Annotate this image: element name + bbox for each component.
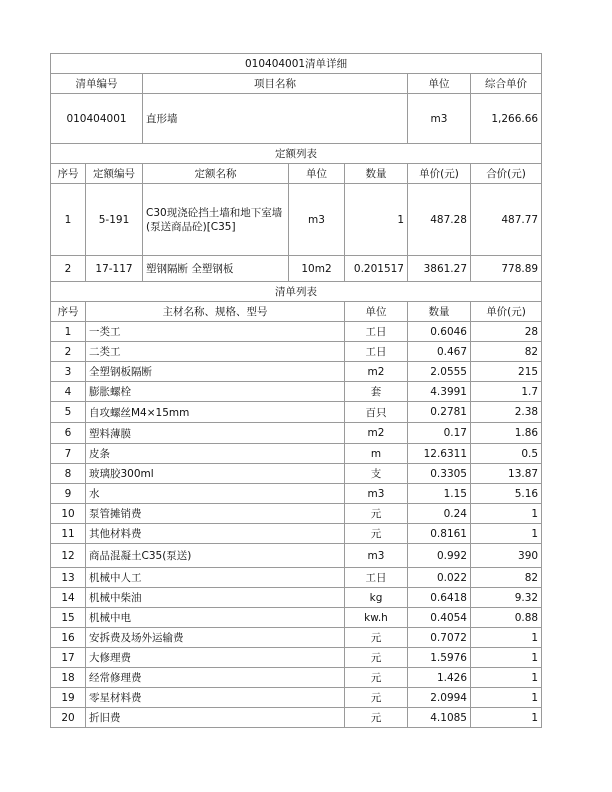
quota-header-cell: 单价(元): [408, 164, 471, 184]
material-name: 二类工: [86, 342, 345, 362]
material-no: 12: [51, 544, 86, 568]
quota-code: 17-117: [86, 256, 143, 282]
quota-price: 3861.27: [408, 256, 471, 282]
material-header-row: [51, 302, 542, 322]
quota-name: C30现浇砼挡土墙和地下室墙(泵送商品砼)[C35]: [143, 184, 289, 256]
material-qty: 2.0555: [408, 362, 471, 382]
material-no: 8: [51, 464, 86, 484]
material-name: 水: [86, 484, 345, 504]
material-row: [51, 588, 542, 608]
material-unit: 工日: [345, 568, 408, 588]
item-name: 直形墙: [143, 94, 408, 144]
material-header-cell: 主材名称、规格、型号: [86, 302, 345, 322]
material-row: [51, 484, 542, 504]
material-unit: 元: [345, 504, 408, 524]
material-price: 1: [471, 504, 542, 524]
material-no: 20: [51, 708, 86, 728]
material-no: 4: [51, 382, 86, 402]
material-name: 膨胀螺栓: [86, 382, 345, 402]
material-row: [51, 688, 542, 708]
material-price: 1: [471, 668, 542, 688]
quota-row: [51, 256, 542, 282]
header-name: 项目名称: [143, 74, 408, 94]
item-price: 1,266.66: [471, 94, 542, 144]
material-name: 零星材料费: [86, 688, 345, 708]
material-qty: 1.5976: [408, 648, 471, 668]
material-unit: 元: [345, 708, 408, 728]
material-name: 玻璃胶300ml: [86, 464, 345, 484]
material-name: 塑料薄膜: [86, 423, 345, 444]
material-no: 1: [51, 322, 86, 342]
quota-row: [51, 184, 542, 256]
material-price: 13.87: [471, 464, 542, 484]
quota-header-row: [51, 164, 542, 184]
material-no: 6: [51, 423, 86, 444]
quota-name: 塑钢隔断 全塑钢板: [143, 256, 289, 282]
material-qty: 0.022: [408, 568, 471, 588]
quota-qty: 1: [345, 184, 408, 256]
table-title: 010404001清单详细: [51, 54, 542, 74]
material-price: 390: [471, 544, 542, 568]
material-unit: 百只: [345, 402, 408, 423]
material-no: 3: [51, 362, 86, 382]
material-price: 0.5: [471, 444, 542, 464]
material-name: 机械中柴油: [86, 588, 345, 608]
material-name: 皮条: [86, 444, 345, 464]
material-name: 经常修理费: [86, 668, 345, 688]
material-qty: 0.2781: [408, 402, 471, 423]
material-qty: 4.1085: [408, 708, 471, 728]
material-name: 大修理费: [86, 648, 345, 668]
material-unit: 元: [345, 524, 408, 544]
material-no: 5: [51, 402, 86, 423]
material-name: 折旧费: [86, 708, 345, 728]
material-qty: 12.6311: [408, 444, 471, 464]
material-unit: m: [345, 444, 408, 464]
material-row: [51, 322, 542, 342]
material-no: 19: [51, 688, 86, 708]
material-unit: 工日: [345, 322, 408, 342]
material-no: 11: [51, 524, 86, 544]
quota-unit: 10m2: [289, 256, 345, 282]
material-qty: 0.24: [408, 504, 471, 524]
material-qty: 0.992: [408, 544, 471, 568]
material-qty: 4.3991: [408, 382, 471, 402]
material-qty: 0.6046: [408, 322, 471, 342]
material-price: 1.86: [471, 423, 542, 444]
material-no: 7: [51, 444, 86, 464]
material-qty: 0.17: [408, 423, 471, 444]
material-qty: 0.6418: [408, 588, 471, 608]
material-header-cell: 单价(元): [471, 302, 542, 322]
material-price: 1: [471, 648, 542, 668]
material-price: 9.32: [471, 588, 542, 608]
material-no: 18: [51, 668, 86, 688]
material-row: [51, 504, 542, 524]
header-unit: 单位: [408, 74, 471, 94]
material-name: 全塑钢板隔断: [86, 362, 345, 382]
material-qty: 0.467: [408, 342, 471, 362]
material-unit: kw.h: [345, 608, 408, 628]
material-header-cell: 单位: [345, 302, 408, 322]
item-unit: m3: [408, 94, 471, 144]
material-qty: 1.426: [408, 668, 471, 688]
material-section-title: 清单列表: [51, 282, 542, 302]
material-price: 0.88: [471, 608, 542, 628]
material-qty: 0.7072: [408, 628, 471, 648]
quota-header-cell: 定额编号: [86, 164, 143, 184]
material-price: 28: [471, 322, 542, 342]
material-price: 2.38: [471, 402, 542, 423]
material-name: 其他材料费: [86, 524, 345, 544]
material-unit: 套: [345, 382, 408, 402]
material-row: [51, 382, 542, 402]
quota-header-cell: 数量: [345, 164, 408, 184]
material-price: 1: [471, 524, 542, 544]
quota-header-cell: 序号: [51, 164, 86, 184]
material-qty: 0.3305: [408, 464, 471, 484]
material-unit: 工日: [345, 342, 408, 362]
material-price: 1: [471, 708, 542, 728]
material-unit: 元: [345, 628, 408, 648]
quota-section-title: 定额列表: [51, 144, 542, 164]
material-price: 1.7: [471, 382, 542, 402]
material-row: [51, 668, 542, 688]
material-unit: m2: [345, 362, 408, 382]
material-row: [51, 568, 542, 588]
material-name: 机械中电: [86, 608, 345, 628]
quota-no: 1: [51, 184, 86, 256]
material-no: 9: [51, 484, 86, 504]
quota-no: 2: [51, 256, 86, 282]
material-no: 15: [51, 608, 86, 628]
material-unit: 元: [345, 648, 408, 668]
material-unit: 元: [345, 668, 408, 688]
material-header-cell: 数量: [408, 302, 471, 322]
material-no: 14: [51, 588, 86, 608]
quota-header-cell: 定额名称: [143, 164, 289, 184]
material-name: 安拆费及场外运输费: [86, 628, 345, 648]
material-no: 13: [51, 568, 86, 588]
material-unit: m3: [345, 544, 408, 568]
quota-price: 487.28: [408, 184, 471, 256]
material-no: 16: [51, 628, 86, 648]
material-header-cell: 序号: [51, 302, 86, 322]
material-price: 5.16: [471, 484, 542, 504]
material-row: [51, 362, 542, 382]
material-unit: 元: [345, 688, 408, 708]
material-unit: m3: [345, 484, 408, 504]
header-price: 综合单价: [471, 74, 542, 94]
quota-code: 5-191: [86, 184, 143, 256]
material-name: 自攻螺丝M4×15mm: [86, 402, 345, 423]
material-row: [51, 544, 542, 568]
material-row: [51, 342, 542, 362]
quota-header-cell: 合价(元): [471, 164, 542, 184]
material-price: 82: [471, 342, 542, 362]
bill-detail-table: [50, 53, 542, 728]
material-row: [51, 402, 542, 423]
material-unit: m2: [345, 423, 408, 444]
material-row: [51, 648, 542, 668]
material-name: 泵管摊销费: [86, 504, 345, 524]
material-no: 17: [51, 648, 86, 668]
material-price: 82: [471, 568, 542, 588]
material-unit: kg: [345, 588, 408, 608]
material-row: [51, 708, 542, 728]
quota-unit: m3: [289, 184, 345, 256]
quota-total: 778.89: [471, 256, 542, 282]
material-row: [51, 524, 542, 544]
material-row: [51, 444, 542, 464]
material-name: 一类工: [86, 322, 345, 342]
material-no: 2: [51, 342, 86, 362]
material-row: [51, 608, 542, 628]
material-unit: 支: [345, 464, 408, 484]
material-row: [51, 628, 542, 648]
material-price: 1: [471, 688, 542, 708]
item-code: 010404001: [51, 94, 143, 144]
header-code: 清单编号: [51, 74, 143, 94]
material-qty: 0.4054: [408, 608, 471, 628]
material-qty: 0.8161: [408, 524, 471, 544]
quota-header-cell: 单位: [289, 164, 345, 184]
material-price: 215: [471, 362, 542, 382]
material-qty: 2.0994: [408, 688, 471, 708]
material-no: 10: [51, 504, 86, 524]
quota-total: 487.77: [471, 184, 542, 256]
material-name: 机械中人工: [86, 568, 345, 588]
material-name: 商品混凝土C35(泵送): [86, 544, 345, 568]
material-row: [51, 464, 542, 484]
material-price: 1: [471, 628, 542, 648]
quota-qty: 0.201517: [345, 256, 408, 282]
material-row: [51, 423, 542, 444]
material-qty: 1.15: [408, 484, 471, 504]
